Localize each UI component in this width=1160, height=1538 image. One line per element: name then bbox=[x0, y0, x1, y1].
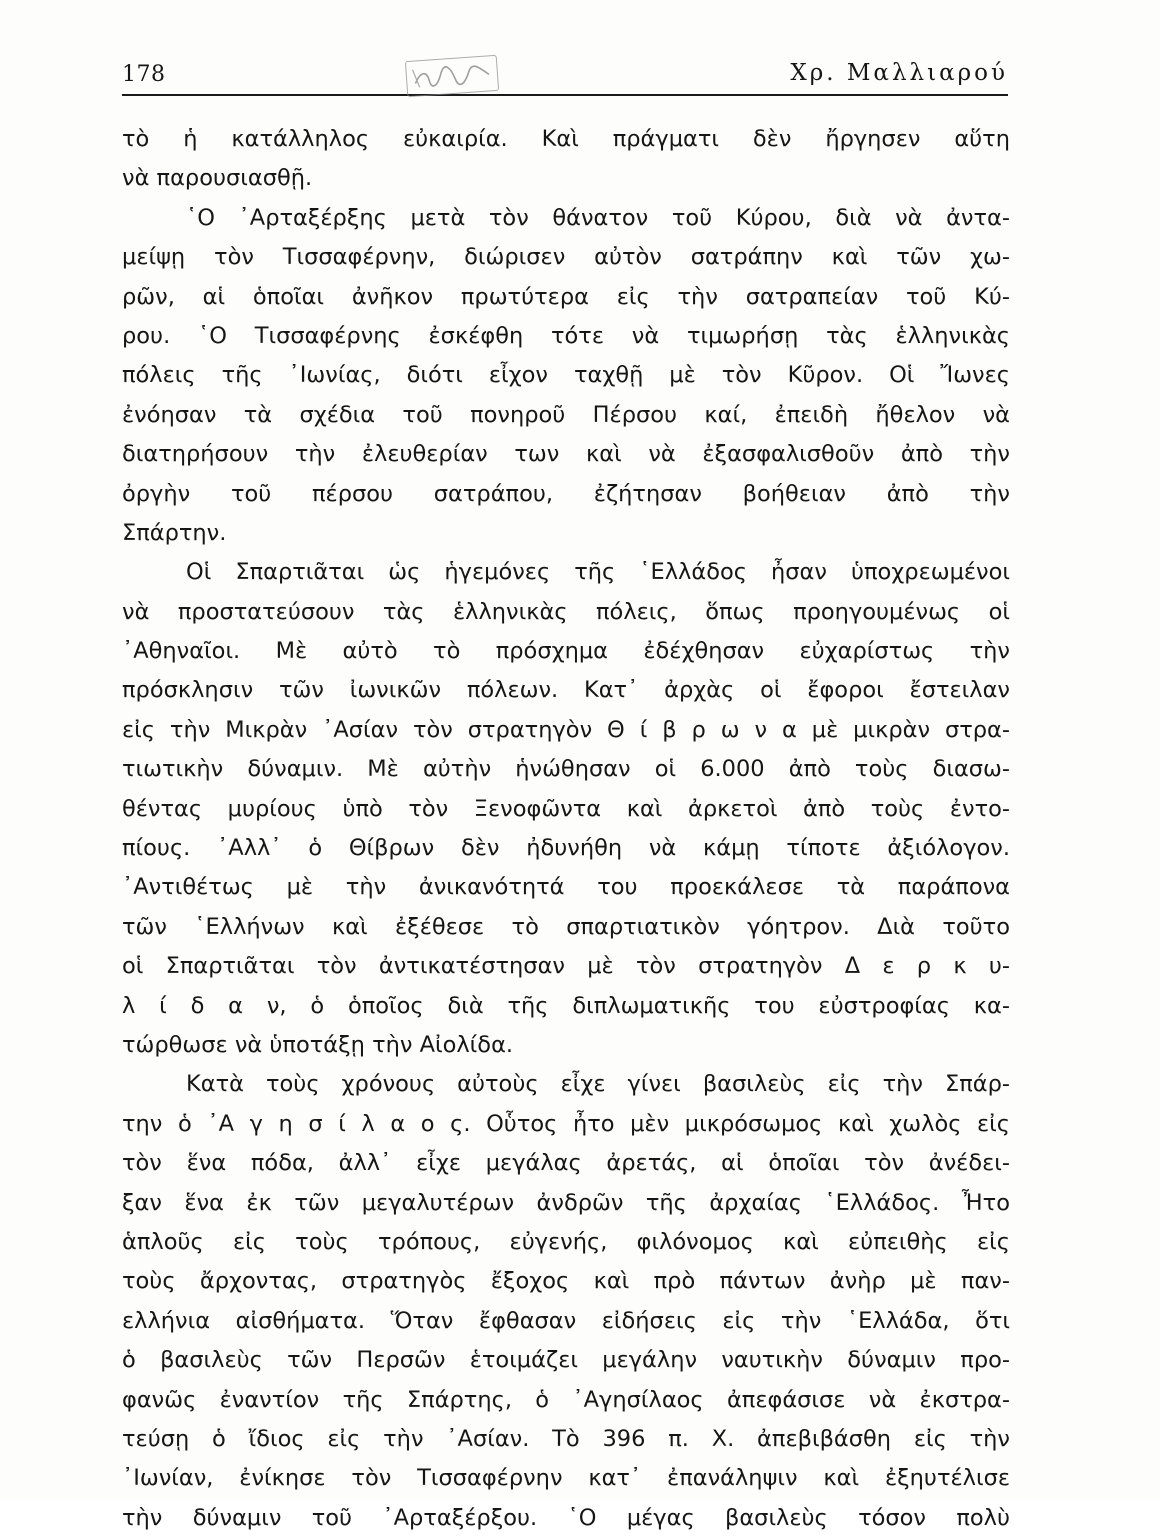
text-line: την ὁ ᾿Α γ η σ ί λ α ο ς. Οὗτος ἦτο μὲν μικρόσωμος καὶ χωλὸς εἰς bbox=[122, 1110, 1010, 1137]
text-line: τὴν δύναμιν τοῦ ᾿Αρταξέρξου. ῾Ο μέγας βασιλεὺς τόσον πολὺ bbox=[122, 1504, 1010, 1531]
text-line: ρῶν, αἱ ὁποῖαι ἀνῆκον πρωτύτερα εἰς τὴν σατραπείαν τοῦ Κύ- bbox=[122, 283, 1010, 310]
library-stamp bbox=[405, 55, 499, 97]
text-line: πόλεις τῆς ᾿Ιωνίας, διότι εἶχον ταχθῇ μὲ τὸν Κῦρον. Οἱ Ἴωνες bbox=[122, 362, 1010, 389]
text-line: ελλήνια αἰσθήματα. Ὅταν ἔφθασαν εἰδήσεις εἰς τὴν ῾Ελλάδα, ὅτι bbox=[122, 1307, 1010, 1334]
text-line: ἐνόησαν τὰ σχέδια τοῦ πονηροῦ Πέρσου καί, ἐπειδὴ ἤθελον νὰ bbox=[122, 401, 1010, 428]
text-line: ᾿Ιωνίαν, ἐνίκησε τὸν Τισσαφέρνην κατ᾿ ἐπανάληψιν καὶ ἐξηυτέλισε bbox=[122, 1465, 1010, 1492]
text-line: τὸ ἡ κατάλληλος εὐκαιρία. Καὶ πράγματι δὲν ἤργησεν αὕτη bbox=[122, 126, 1010, 152]
text-line: ῾Ο ᾿Αρταξέρξης μετὰ τὸν θάνατον τοῦ Κύρου, διὰ νὰ ἀντα- bbox=[186, 204, 1010, 231]
text-line: τεύσῃ ὁ ἴδιος εἰς τὴν ᾿Ασίαν. Τὸ 396 π. Χ. ἀπεβιβάσθη εἰς τὴν bbox=[122, 1425, 1010, 1452]
text-line: οἱ Σπαρτιᾶται τὸν ἀντικατέστησαν μὲ τὸν στρατηγὸν Δ ε ρ κ υ- bbox=[122, 953, 1010, 980]
text-line: Κατὰ τοὺς χρόνους αὐτοὺς εἶχε γίνει βασιλεὺς εἰς τὴν Σπάρ- bbox=[186, 1071, 1010, 1098]
text-line: πίους. ᾿Αλλ᾿ ὁ Θίβρων δὲν ἠδυνήθη νὰ κάμῃ τίποτε ἀξιόλογον. bbox=[122, 835, 1010, 862]
page-header bbox=[122, 58, 1008, 96]
text-line: ᾿Αντιθέτως μὲ τὴν ἀνικανότητά του προεκάλεσε τὰ παράπονα bbox=[122, 874, 1010, 901]
text-line: νὰ προστατεύσουν τὰς ἑλληνικὰς πόλεις, ὅπως προηγουμένως οἱ bbox=[122, 598, 1010, 625]
stamp-scribble-icon bbox=[406, 56, 498, 96]
text-line: διατηρήσουν τὴν ἐλευθερίαν των καὶ νὰ ἐξασφαλισθοῦν ἀπὸ τὴν bbox=[122, 441, 1010, 468]
body-text bbox=[122, 120, 1010, 1538]
text-line: λ ί δ α ν, ὁ ὁποῖος διὰ τῆς διπλωματικῆς του εὐστροφίας κα- bbox=[122, 992, 1010, 1019]
text-line: ὀργὴν τοῦ πέρσου σατράπου, ἐζήτησαν βοήθειαν ἀπὸ τὴν bbox=[122, 480, 1010, 507]
text-line: ᾿Αθηναῖοι. Μὲ αὐτὸ τὸ πρόσχημα ἐδέχθησαν εὐχαρίστως τὴν bbox=[122, 638, 1010, 665]
text-line: εἰς τὴν Μικρὰν ᾿Ασίαν τὸν στρατηγὸν Θ ί β ρ ω ν α μὲ μικρὰν στρα- bbox=[122, 716, 1010, 743]
page-number: 178 bbox=[122, 62, 166, 87]
text-line: τώρθωσε νὰ ὑποτάξῃ τὴν Αἰολίδα. bbox=[122, 1031, 514, 1058]
text-line: ξαν ἕνα ἐκ τῶν μεγαλυτέρων ἀνδρῶν τῆς ἀρχαίας ῾Ελλάδος. Ἦτο bbox=[122, 1189, 1010, 1216]
text-line: μείψῃ τὸν Τισσαφέρνην, διώρισεν αὐτὸν σατράπην καὶ τῶν χω- bbox=[122, 244, 1010, 271]
text-line: τιωτικὴν δύναμιν. Μὲ αὐτὴν ἡνώθησαν οἱ 6.000 ἀπὸ τοὺς διασω- bbox=[122, 756, 1010, 783]
text-line: θέντας μυρίους ὑπὸ τὸν Ξενοφῶντα καὶ ἀρκετοὶ ἀπὸ τοὺς ἐντο- bbox=[122, 795, 1010, 822]
text-line: ἁπλοῦς εἰς τοὺς τρόπους, εὐγενής, φιλόνομος καὶ εὐπειθὴς εἰς bbox=[122, 1228, 1010, 1255]
text-line: Οἱ Σπαρτιᾶται ὡς ἡγεμόνες τῆς ῾Ελλάδος ἦσαν ὑποχρεωμένοι bbox=[186, 559, 1010, 586]
text-line: πρόσκλησιν τῶν ἰωνικῶν πόλεων. Κατ᾿ ἀρχὰς οἱ ἔφοροι ἔστειλαν bbox=[122, 677, 1010, 704]
running-title: Χρ. Μαλλιαρού bbox=[790, 60, 1008, 86]
text-line: τοὺς ἄρχοντας, στρατηγὸς ἔξοχος καὶ πρὸ πάντων ἀνὴρ μὲ παν- bbox=[122, 1268, 1010, 1295]
text-line: ὁ βασιλεὺς τῶν Περσῶν ἑτοιμάζει μεγάλην ναυτικὴν δύναμιν προ- bbox=[122, 1347, 1010, 1374]
text-line: φανῶς ἐναντίον τῆς Σπάρτης, ὁ ᾿Αγησίλαος ἀπεφάσισε νὰ ἐκστρα- bbox=[122, 1386, 1010, 1413]
text-line: Σπάρτην. bbox=[122, 519, 227, 546]
text-line: τῶν ῾Ελλήνων καὶ ἐξέθεσε τὸ σπαρτιατικὸν γόητρον. Διὰ τοῦτο bbox=[122, 913, 1010, 940]
text-line: νὰ παρουσιασθῇ. bbox=[122, 165, 313, 192]
text-line: τὸν ἕνα πόδα, ἀλλ᾿ εἶχε μεγάλας ἀρετάς, αἱ ὁποῖαι τὸν ἀνέδει- bbox=[122, 1150, 1010, 1177]
text-line: ρου. ῾Ο Τισσαφέρνης ἐσκέφθη τότε νὰ τιμωρήσῃ τὰς ἑλληνικὰς bbox=[122, 322, 1010, 349]
